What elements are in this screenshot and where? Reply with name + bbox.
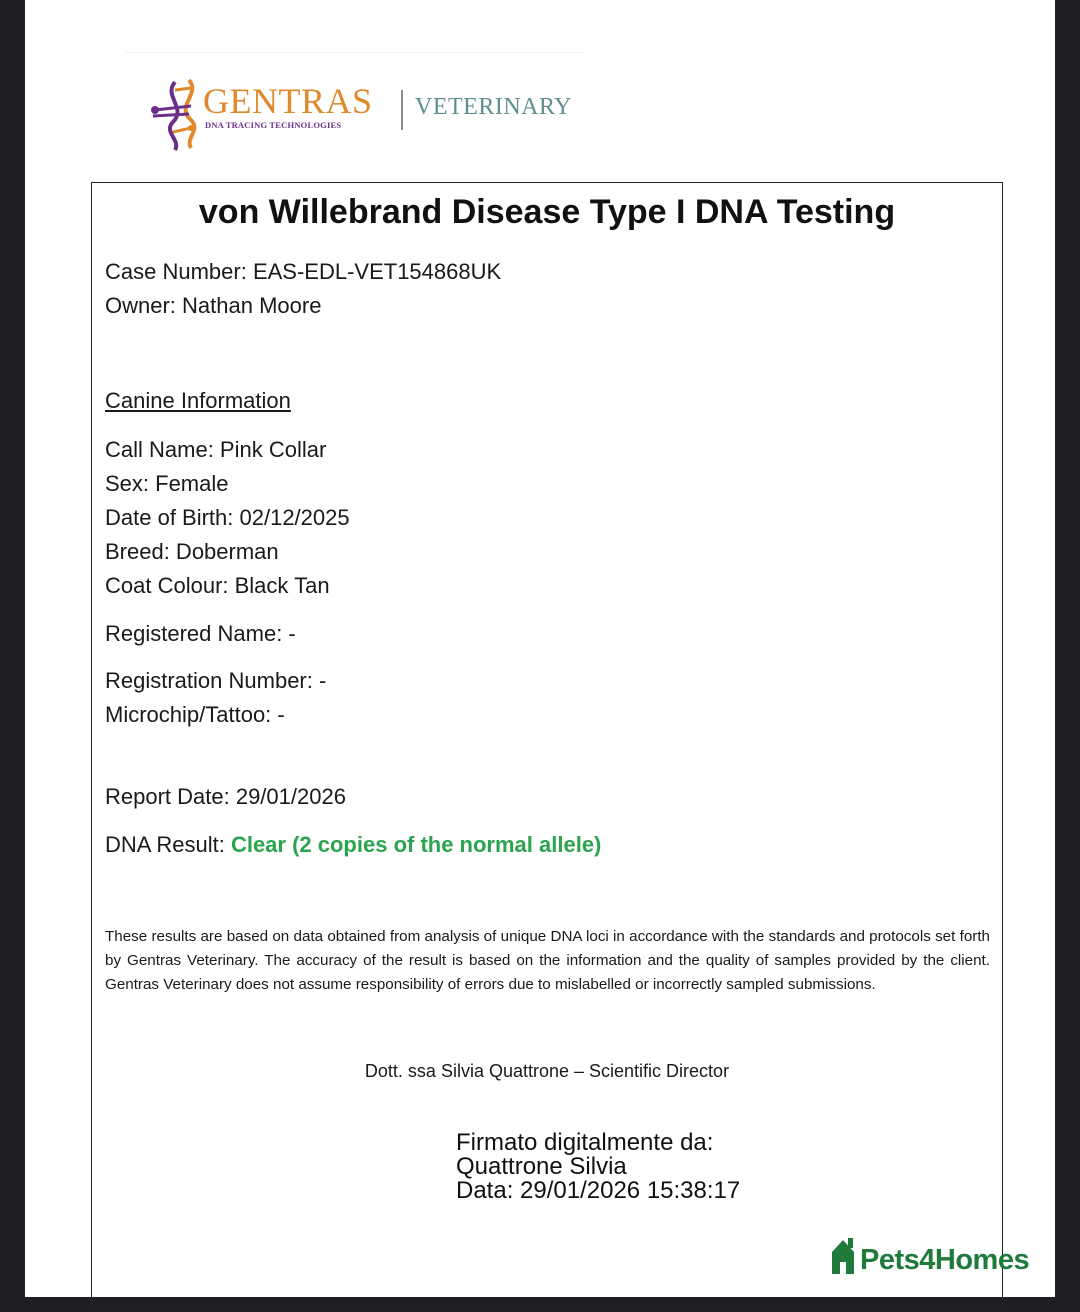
report-date: Report Date: 29/01/2026	[105, 784, 346, 809]
house-hand-icon	[828, 1236, 858, 1276]
logo-brand: GENTRAS	[203, 81, 373, 121]
digital-signature	[456, 1131, 740, 1203]
logo-separator	[401, 90, 403, 130]
header-divider	[125, 52, 585, 53]
section-heading: Canine Information	[105, 388, 291, 413]
owner: Owner: Nathan Moore	[105, 293, 322, 318]
document-page	[25, 0, 1055, 1297]
call-name: Call Name: Pink Collar	[105, 437, 327, 462]
breed: Breed: Doberman	[105, 539, 279, 564]
pets4homes-watermark	[828, 1236, 1048, 1278]
registration-number: Registration Number: -	[105, 668, 327, 693]
coat-colour: Coat Colour: Black Tan	[105, 573, 330, 598]
microchip: Microchip/Tattoo: -	[105, 702, 285, 727]
signature-line-1: Firmato digitalmente da:	[456, 1129, 714, 1156]
signature-line-3: Data: 29/01/2026 15:38:17	[456, 1177, 741, 1204]
signer: Dott. ssa Silvia Quattrone – Scientific Director	[364, 1061, 730, 1081]
dna-result	[105, 832, 601, 858]
case-number: Case Number: EAS-EDL-VET154868UK	[105, 259, 502, 284]
report-title: von Willebrand Disease Type I DNA Testing	[198, 193, 896, 231]
dna-result-value: Clear (2 copies of the normal allele)	[230, 832, 602, 857]
watermark-text: Pets4Homes	[860, 1244, 1030, 1276]
registered-name: Registered Name: -	[105, 621, 296, 646]
report-box	[91, 182, 1003, 1312]
logo-division: VETERINARY	[415, 94, 572, 120]
disclaimer: These results are based on data obtained from analysis of unique DNA loci in accordance with the standards and protocols set forth by Gentras Veterinary. The accuracy of the result is based on the information and the quality of samples provided by the client. Gentras Veterinary does not assume responsibility of errors due to mislabelled or incorrectly sampled submissions.	[105, 928, 990, 993]
sex: Sex: Female	[105, 471, 229, 496]
date-of-birth: Date of Birth: 02/12/2025	[105, 505, 350, 530]
gentras-logo	[145, 76, 572, 156]
signature-line-2: Quattrone Silvia	[456, 1153, 627, 1180]
logo-tagline: DNA TRACING TECHNOLOGIES	[205, 120, 342, 130]
dna-result-label: DNA Result:	[105, 832, 231, 857]
